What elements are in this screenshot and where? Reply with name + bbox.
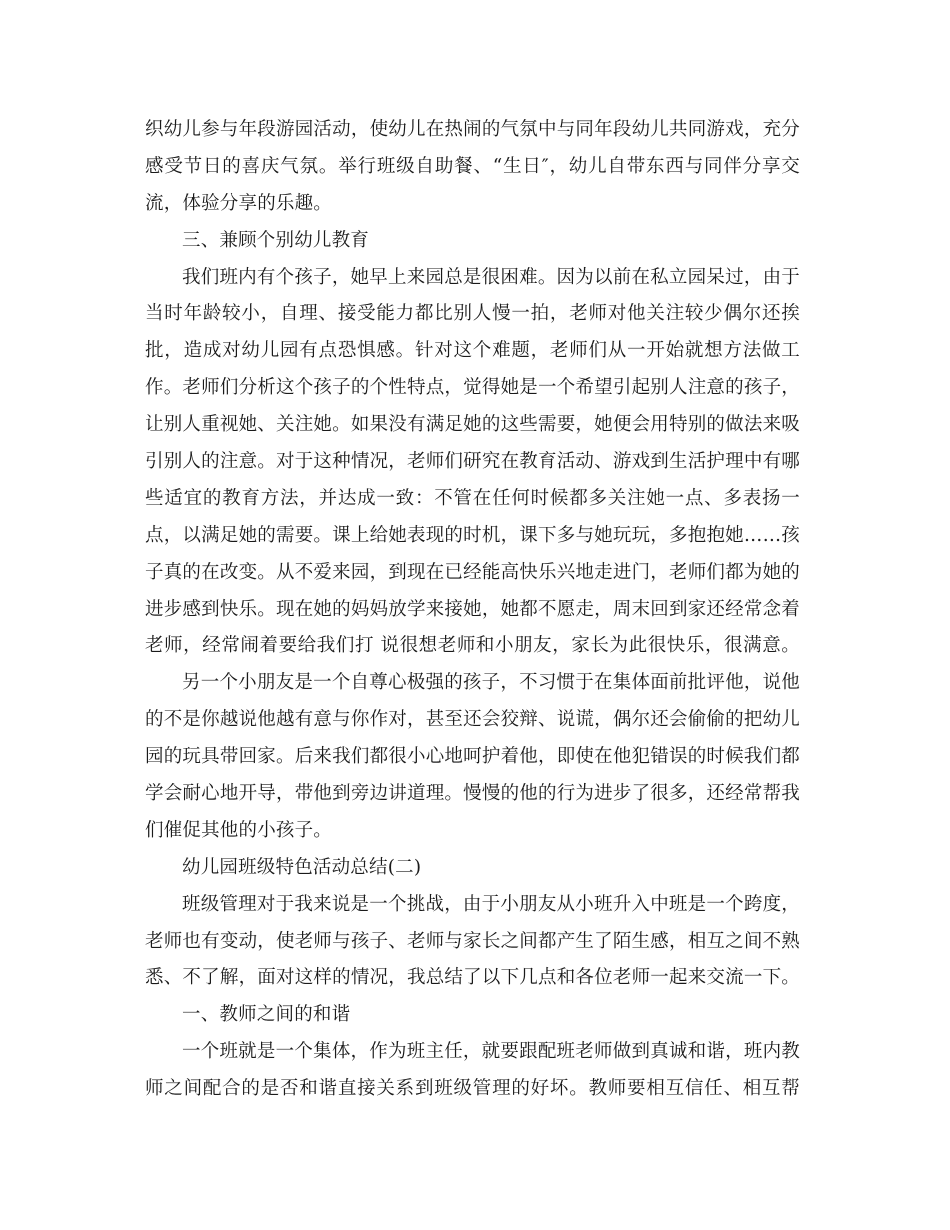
text-line: 学会耐心地开导，带他到旁边讲道理。慢慢的他的行为进步了很多，还经常帮我 bbox=[145, 783, 800, 805]
text-line: 引别人的注意。对于这种情况，老师们研究在教育活动、游戏到生活护理中有哪 bbox=[145, 451, 800, 473]
text-line: 些适宜的教育方法，并达成一致：不管在任何时候都多关注她一点、多表扬一 bbox=[145, 487, 800, 509]
text-line: 一、教师之间的和谐 bbox=[182, 1004, 351, 1026]
text-line: 老师，经常闹着要给我们打 说很想老师和小朋友，家长为此很快乐，很满意。 bbox=[145, 635, 800, 657]
text-line: 的不是你越说他越有意与你作对，甚至还会狡辩、说谎，偶尔还会偷偷的把幼儿 bbox=[145, 709, 800, 731]
text-line: 我们班内有个孩子，她早上来园总是很困难。因为以前在私立园呆过，由于 bbox=[182, 266, 800, 288]
text-line: 让别人重视她、关注她。如果没有满足她的这些需要，她便会用特别的做法来吸 bbox=[145, 414, 800, 436]
text-line: 作。老师们分析这个孩子的个性特点，觉得她是一个希望引起别人注意的孩子， bbox=[145, 377, 800, 399]
text-line: 织幼儿参与年段游园活动，使幼儿在热闹的气氛中与同年段幼儿共同游戏，充分 bbox=[145, 119, 800, 140]
text-line: 子真的在改变。从不爱来园，到现在已经能高快乐兴地走进门，老师们都为她的 bbox=[145, 561, 800, 583]
text-line: 另一个小朋友是一个自尊心极强的孩子，不习惯于在集体面前批评他，说他 bbox=[182, 672, 800, 694]
text-line: 进步感到快乐。现在她的妈妈放学来接她，她都不愿走，周末回到家还经常念着 bbox=[145, 598, 800, 620]
text-line: 班级管理对于我来说是一个挑战，由于小朋友从小班升入中班是一个跨度， bbox=[182, 893, 800, 915]
text-line: 点，以满足她的需要。课上给她表现的时机，课下多与她玩玩，多抱抱她……孩 bbox=[145, 524, 800, 546]
text-line: 师之间配合的是否和谐直接关系到班级管理的好坏。教师要相互信任、相互帮 bbox=[145, 1078, 800, 1100]
text-line: 们催促其他的小孩子。 bbox=[145, 819, 333, 841]
text-line: 批，造成对幼儿园有点恐惧感。针对这个难题，老师们从一开始就想方法做工 bbox=[145, 340, 800, 362]
text-line: 三、兼顾个别幼儿教育 bbox=[182, 229, 370, 251]
text-line: 感受节日的喜庆气氛。举行班级自助餐、“生日″，幼儿自带东西与同伴分享交 bbox=[145, 155, 800, 177]
text-line: 老师也有变动，使老师与孩子、老师与家长之间都产生了陌生感，相互之间不熟 bbox=[145, 930, 800, 952]
text-line: 流，体验分享的乐趣。 bbox=[145, 192, 333, 214]
text-line: 当时年龄较小，自理、接受能力都比别人慢一拍，老师对他关注较少偶尔还挨 bbox=[145, 303, 800, 325]
text-line: 幼儿园班级特色活动总结(二) bbox=[182, 856, 422, 878]
text-line: 园的玩具带回家。后来我们都很小心地呵护着他，即使在他犯错误的时候我们都 bbox=[145, 746, 800, 768]
document-body bbox=[145, 112, 800, 1108]
text-line: 一个班就是一个集体，作为班主任，就要跟配班老师做到真诚和谐，班内教 bbox=[182, 1041, 800, 1063]
text-line: 悉、不了解，面对这样的情况，我总结了以下几点和各位老师一起来交流一下。 bbox=[145, 967, 800, 989]
